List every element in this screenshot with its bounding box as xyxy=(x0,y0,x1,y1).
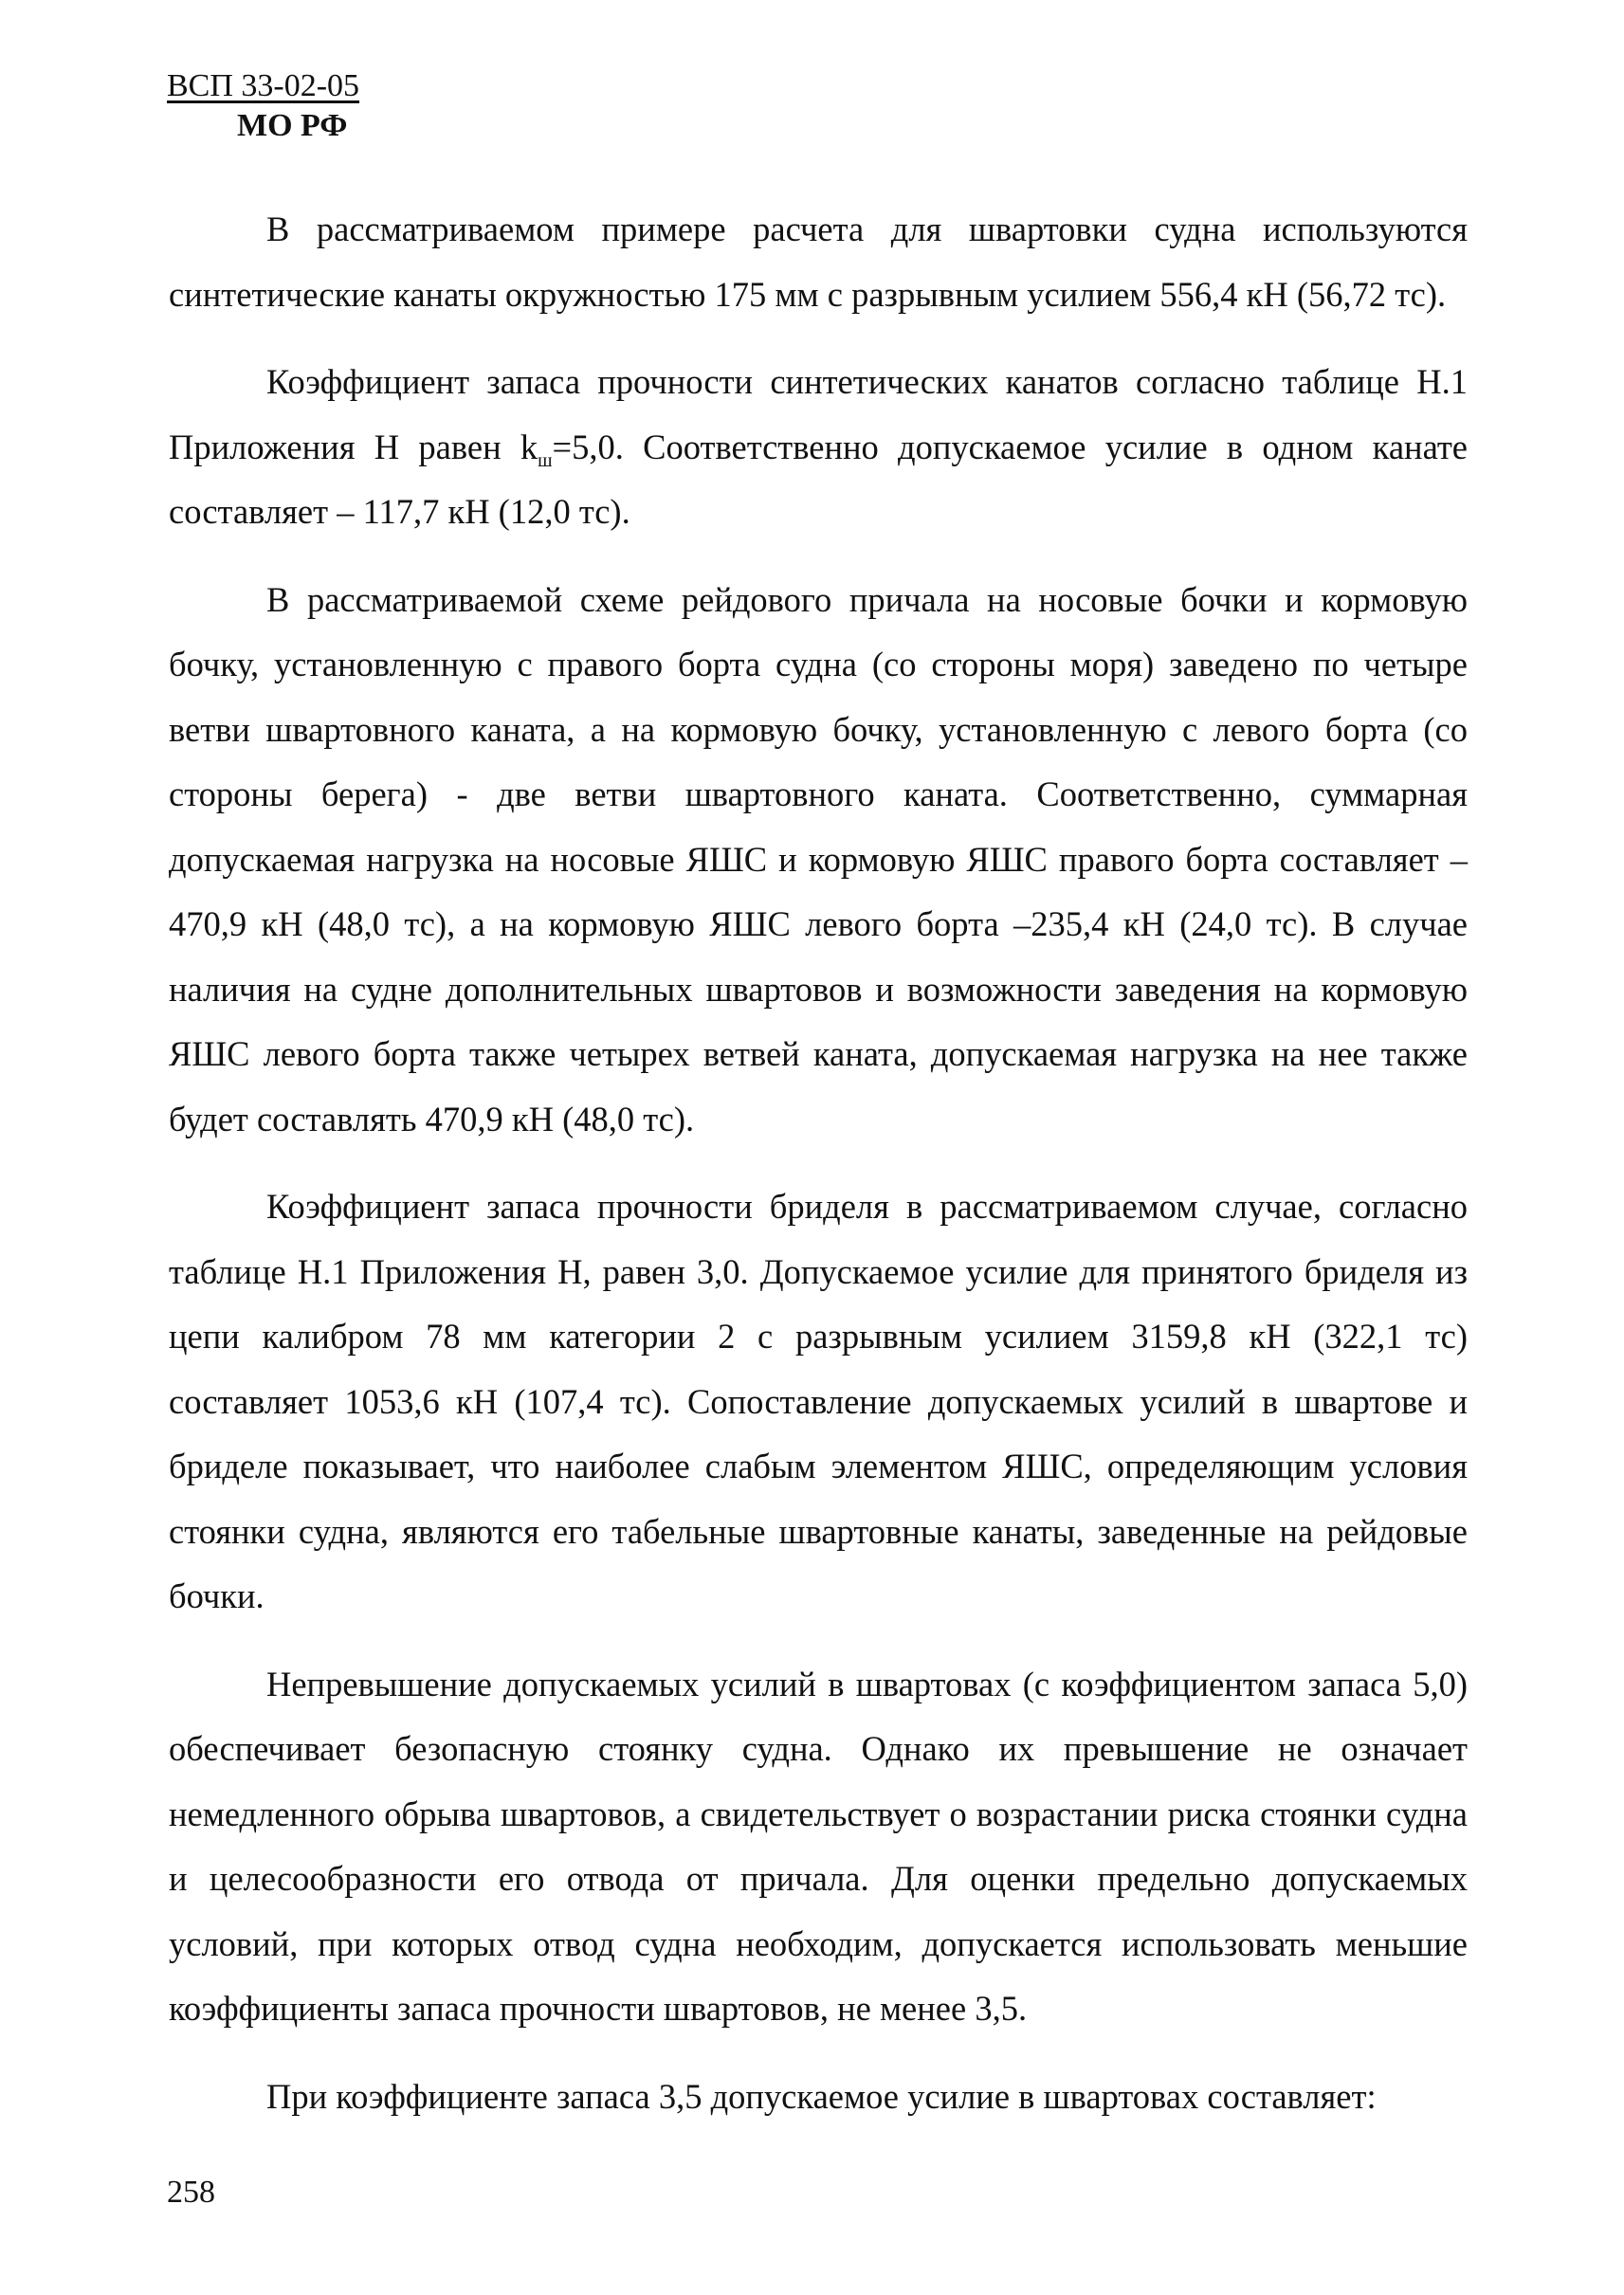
paragraph-5: Непревышение допускаемых усилий в швартовах (с коэффициентом запаса 5,0) обеспечивает безопасную стоянку судна. Однако их превышение не означает немедленного обрыва швартовов, а свидетельствует о возрастании риска стоянки судна и целесообразности его отвода от причала. Для оценки предельно допускаемых условий, при которых отвод судна необходим, допускается использовать меньшие коэффициенты запаса прочности швартовов, не менее 3,5. xyxy=(169,1664,1468,2028)
paragraph-4: Коэффициент запаса прочности бриделя в рассматриваемом случае, согласно таблице Н.1 Приложения Н, равен 3,0. Допускаемое усилие для принятого бриделя из цепи калибром 78 мм категории 2 с разрывным усилием 3159,8 кН (322,1 тс) составляет 1053,6 кН (107,4 тс). Сопоставление допускаемых усилий в швартове и бриделе показывает, что наиболее слабым элементом ЯШС, определяющим условия стоянки судна, являются его табельные швартовные канаты, заведенные на рейдовые бочки. xyxy=(169,1187,1468,1615)
paragraph-2 xyxy=(169,350,1468,545)
paragraph-3: В рассматриваемой схеме рейдового причала на носовые бочки и кормовую бочку, установленную с правого борта судна (со стороны моря) заведено по четыре ветви швартовного каната, а на кормовую бочку, установленную с левого борта (со стороны берега) - две ветви швартовного каната. Соответственно, суммарная допускаемая нагрузка на носовые ЯШС и кормовую ЯШС правого борта составляет – 470,9 кН (48,0 тс), а на кормовую ЯШС левого борта –235,4 кН (24,0 тс). В случае наличия на судне дополнительных швартовов и возможности заведения на кормовую ЯШС левого борта также четырех ветвей каната, допускаемая нагрузка на нее также будет составлять 470,9 кН (48,0 тс). xyxy=(169,579,1468,1138)
page-number: 258 xyxy=(167,2175,215,2210)
coefficient-subscript: ш xyxy=(538,449,553,471)
document-code: ВСП 33-02-05 xyxy=(167,68,360,103)
paragraph-2-text-before: Коэффициент запаса прочности синтетических канатов согласно таблице Н.1 Приложения Н равен k xyxy=(169,362,1468,466)
body-text xyxy=(169,197,1468,2152)
paragraph-1: В рассматриваемом примере расчета для швартовки судна используются синтетические канаты окружностью 175 мм с разрывным усилием 556,4 кН (56,72 тс). xyxy=(169,209,1468,314)
page-header xyxy=(167,66,359,146)
paragraph-2-text-after: =5,0. Соответственно допускаемое усилие в одном канате составляет – 117,7 кН (12,0 тс). xyxy=(169,427,1468,531)
organization-label: МО РФ xyxy=(237,108,348,143)
paragraph-6: При коэффициенте запаса 3,5 допускаемое усилие в швартовах составляет: xyxy=(266,2076,1377,2116)
